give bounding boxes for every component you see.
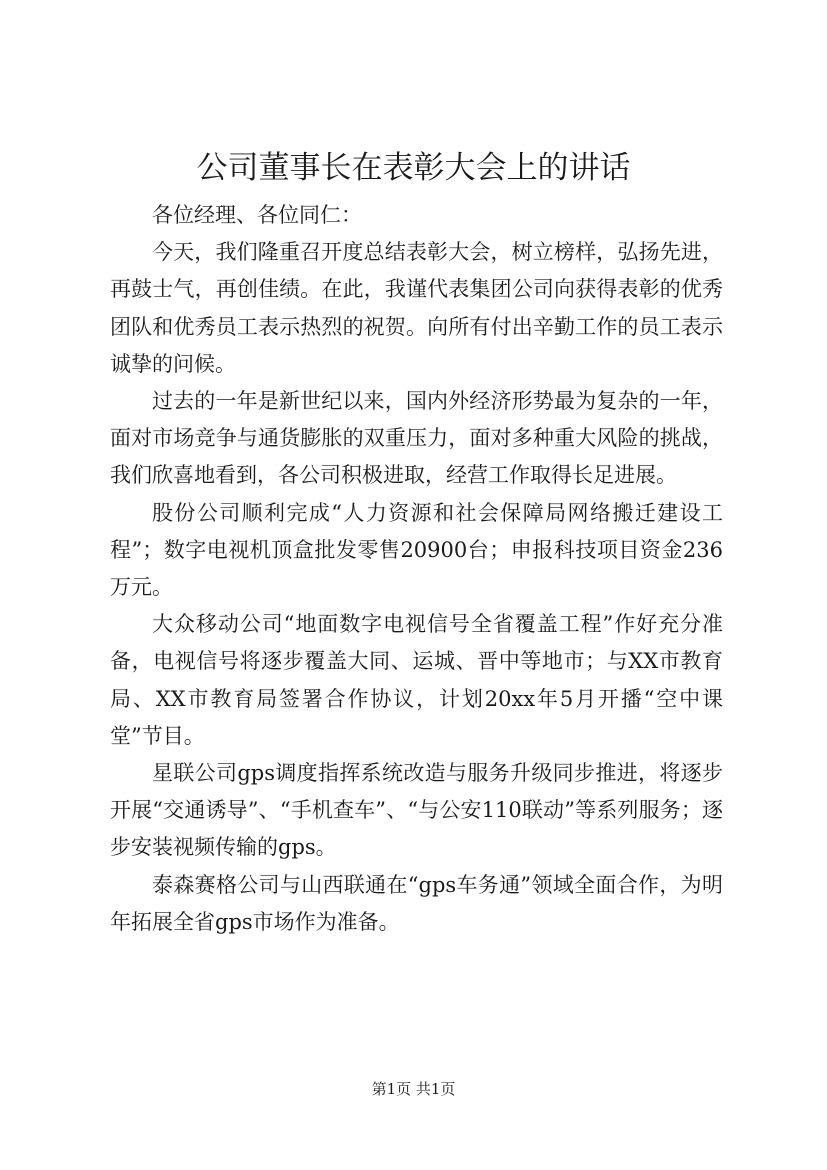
paragraph-taisen-saige-company: 泰森赛格公司与山西联通在“gps车务通”领域全面合作，为明年拓展全省gps市场作为准备。	[110, 872, 723, 934]
paragraph-joint-stock-company: 股份公司顺利完成“人力资源和社会保障局网络搬迁建设工程”；数字电视机顶盒批发零售20900台；申报科技项目资金236万元。	[110, 500, 723, 600]
paragraph-mass-mobile-company: 大众移动公司“地面数字电视信号全省覆盖工程”作好充分准备，电视信号将逐步覆盖大同、运城、晋中等地市；与XX市教育局、XX市教育局签署合作协议，计划20xx年5月开播“空中课堂”节目。	[110, 612, 723, 748]
salutation: 各位经理、各位同仁：	[152, 203, 362, 227]
paragraph-xinglian-company: 星联公司gps调度指挥系统改造与服务升级同步推进，将逐步开展“交通诱导”、“手机查车”、“与公安110联动”等系列服务；逐步安装视频传输的gps。	[110, 761, 723, 860]
paragraph-past-year: 过去的一年是新世纪以来，国内外经济形势最为复杂的一年，面对市场竞争与通货膨胀的双重压力，面对多种重大风险的挑战，我们欣喜地看到，各公司积极进取，经营工作取得长足进展。	[110, 389, 723, 488]
document-body	[110, 197, 723, 941]
paragraph-opening: 今天，我们隆重召开度总结表彰大会，树立榜样，弘扬先进，再鼓士气，再创佳绩。在此，我谨代表集团公司向获得表彰的优秀团队和优秀员工表示热烈的祝贺。向所有付出辛勤工作的员工表示诚挚的问候。	[110, 240, 723, 376]
page-footer: 第1页 共1页	[371, 1080, 456, 1098]
document-title: 公司董事长在表彰大会上的讲话	[196, 150, 631, 186]
